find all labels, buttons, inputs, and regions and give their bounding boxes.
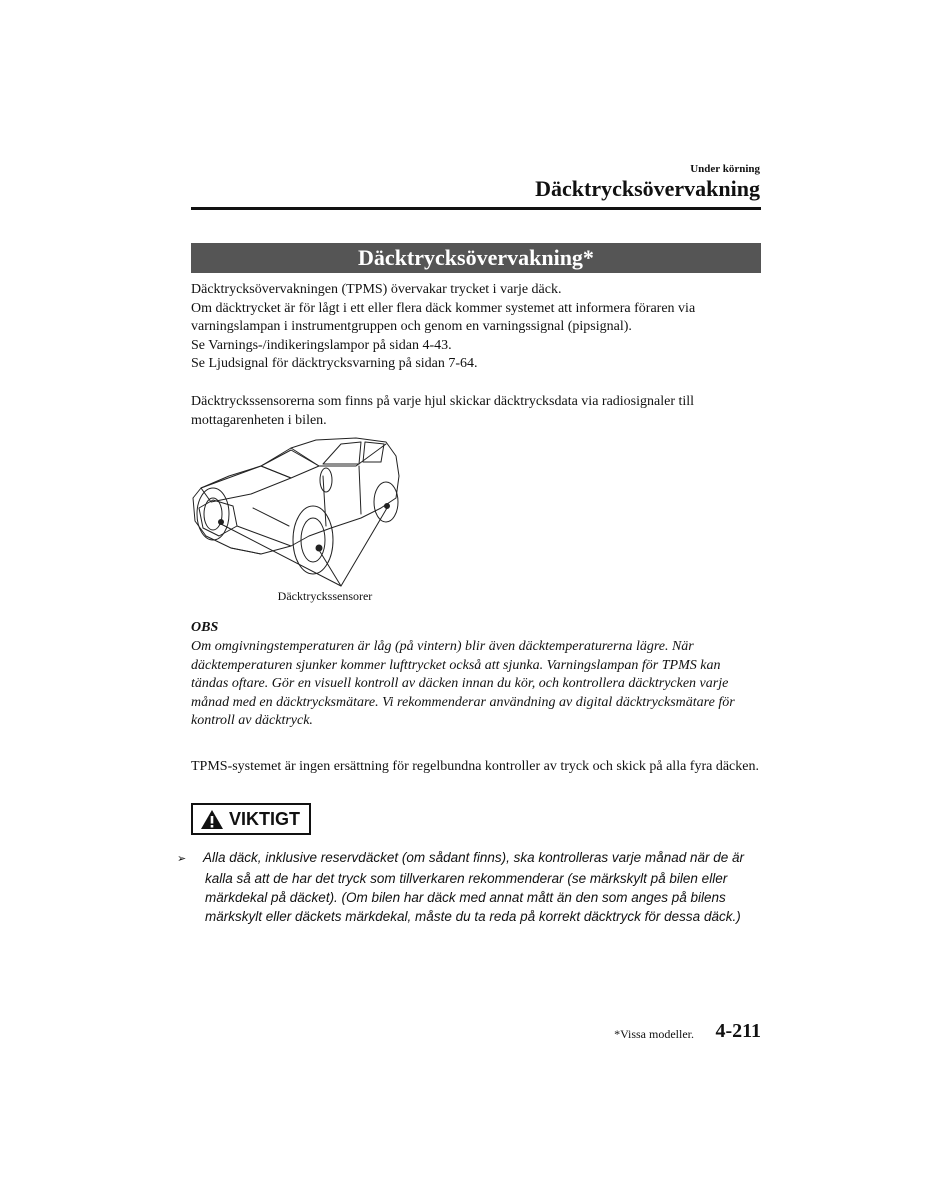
front-bumper xyxy=(231,508,291,554)
warning-label: VIKTIGT xyxy=(229,808,300,829)
warning-text: Alla däck, inklusive reservdäcket (om sådant finns), ska kontrolleras varje månad när de är kalla så att de har det tryck som tillverkaren rekommenderar (se märkskylt på bilen eller märkdekal på däcket). (Om bilen har däck med annat mått än den som anges på bilens märkskylt eller däckets märkdekal, måste du ta reda på korrekt däcktryck för dessa däck.) xyxy=(203,850,744,924)
warning-triangle-icon xyxy=(200,809,224,830)
front-right-tire xyxy=(197,488,229,540)
arrow-bullet-icon: ➢ xyxy=(177,853,187,865)
section-title: Däcktrycksövervakning* xyxy=(191,243,761,273)
page-header-title: Däcktrycksövervakning xyxy=(535,176,760,201)
intro-line: Däcktrycksövervakningen (TPMS) övervakar trycket i varje däck. xyxy=(191,282,562,297)
page-number: 4-211 xyxy=(715,1020,761,1042)
front-left-rim xyxy=(301,518,325,562)
intro-paragraph xyxy=(191,281,763,374)
side-windows xyxy=(323,442,384,464)
intro-line: Om däcktrycket är för lågt i ett eller flera däck kommer systemet att informera föraren via varningslampan i instrumentgruppen och genom en varningssignal (pipsignal). xyxy=(191,300,696,334)
sensors-paragraph: Däcktryckssensorerna som finns på varje hjul skickar däcktrycksdata via radiosignaler till mottagarenheten i bilen. xyxy=(191,394,695,428)
cross-reference: Se Ljudsignal för däcktrycksvarning på sidan 7-64. xyxy=(191,356,478,371)
rear-left-tire xyxy=(374,482,398,522)
warning-label-box xyxy=(191,803,311,835)
section-label: Under körning xyxy=(690,163,760,175)
car-tire-sensor-illustration xyxy=(191,436,411,606)
hood xyxy=(201,466,291,502)
note-heading: OBS xyxy=(191,620,219,635)
tpms-paragraph: TPMS-systemet är ingen ersättning för regelbundna kontroller av tryck och skick på alla fyra däcken. xyxy=(191,759,759,774)
header-divider xyxy=(191,207,761,210)
windshield xyxy=(261,450,319,478)
car-body-outline xyxy=(193,438,399,554)
rear-right-tire xyxy=(320,468,332,492)
warning-text-block xyxy=(177,848,761,926)
door-lines xyxy=(323,466,361,526)
leader-line xyxy=(221,524,341,586)
front-right-rim xyxy=(204,498,222,530)
figure-caption: Däcktryckssensorer xyxy=(277,589,373,603)
footer-note: *Vissa modeller. xyxy=(614,1027,694,1041)
cross-reference: Se Varnings-/indikeringslampor på sidan 4-43. xyxy=(191,337,452,353)
note-text: Om omgivningstemperaturen är låg (på vintern) blir även däcktemperaturerna lägre. När däcktemperaturen sjunker kommer lufttrycket också att sjunka. Varningslampan för TPMS kan tändas oftare. Gör en visuell kontroll av däcken innan du kör, och kontrollera däcktrycken varje månad med en däcktrycksmätare. Vi rekommenderar användning av digital däcktrycksmätare för kontroll av däcktryck. xyxy=(191,639,735,728)
leader-line xyxy=(341,508,387,586)
